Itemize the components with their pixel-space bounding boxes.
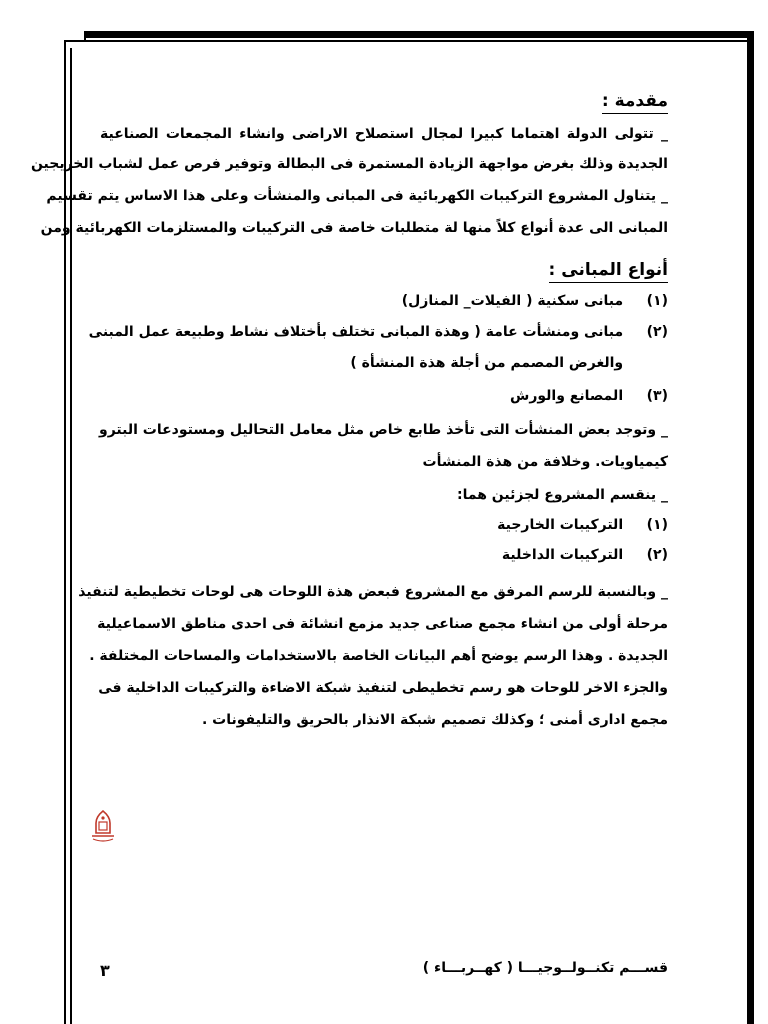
item-text: مبانى ومنشأت عامة ( وهذة المبانى تختلف بأختلاف نشاط وطبيعة عمل المبنى	[88, 324, 624, 340]
drawings-line: والجزء الاخر للوحات هو رسم تخطيطى لتنفيذ شبكة الاضاءة والتركيبات الداخلية فى	[98, 680, 668, 696]
page-border-corner	[84, 31, 86, 40]
project-part-item	[497, 515, 668, 535]
item-text: التركيبات الخارجية	[497, 517, 624, 533]
drawings-line: الجديدة . وهذا الرسم يوضح أهم البيانات الخاصة بالاستخدامات والمساحات المختلفة .	[89, 648, 668, 664]
intro-line: _ يتناول المشروع التركيبات الكهربائية فى المبانى والمنشأت وعلى هذا الاساس يتم تقسيم	[46, 188, 668, 204]
intro-line: المبانى الى عدة أنواع كلاً منها لة متطلبات خاصة فى التركيبات والمستلزمات الكهربائية ومن	[40, 220, 668, 236]
item-text: مبانى سكنية ( الفيلات_ المنازل)	[401, 293, 624, 309]
item-text: التركيبات الداخلية	[501, 547, 624, 563]
project-parts-intro: _ ينقسم المشروع لجزئين هما:	[456, 487, 668, 503]
item-number: (٢)	[646, 324, 668, 340]
page-border-top-inner	[64, 40, 754, 42]
building-types-heading: أنواع المبانى :	[549, 259, 668, 283]
item-number: (٢)	[646, 547, 668, 563]
project-part-item	[502, 545, 668, 565]
department-footer: قســـم تكنــولــوجيـــا ( كهــربـــاء )	[422, 960, 668, 976]
building-type-item	[510, 386, 668, 406]
item-number: (٣)	[646, 388, 668, 404]
drawings-line: _ وبالنسبة للرسم المرفق مع المشروع فبعض هذة اللوحات هى لوحات تخطيطية لتنفيذ	[78, 584, 668, 600]
intro-heading: مقدمة :	[602, 90, 668, 114]
item-text: والغرض المصمم من أجلة هذة المنشأة )	[350, 355, 624, 371]
item-text: المصانع والورش	[510, 388, 624, 404]
item-number: (١)	[646, 517, 668, 533]
building-type-item	[402, 291, 668, 311]
drawings-line: مرحلة أولى من انشاء مجمع صناعى جديد مزمع انشائة فى احدى مناطق الاسماعيلية	[97, 616, 668, 632]
drawings-line: مجمع ادارى أمنى ؛ وكذلك تصميم شبكة الانذار بالحريق والتليفونات .	[201, 712, 668, 728]
intro-line: _ تتولى الدولة اهتماما كبيرا لمجال استصلاح الاراضى وانشاء المجمعات الصناعية	[100, 126, 668, 142]
note-line: كيمياويات. وخلافة من هذة المنشأت	[422, 454, 668, 470]
intro-line: الجديدة وذلك بغرض مواجهة الزيادة المستمرة فى البطالة وتوفير فرص عمل لشباب الخريجين	[30, 156, 668, 172]
university-emblem-icon	[90, 809, 116, 843]
page-border-top	[84, 31, 754, 38]
item-number: (١)	[646, 293, 668, 309]
page-border-right	[747, 31, 754, 1024]
building-type-item	[89, 322, 668, 342]
note-line: _ وتوجد بعض المنشأت التى تأخذ طابع خاص مثل معامل التحاليل ومستودعات البترو	[99, 422, 668, 438]
page-number: ٣	[100, 961, 110, 980]
building-type-item-continued	[350, 353, 668, 373]
